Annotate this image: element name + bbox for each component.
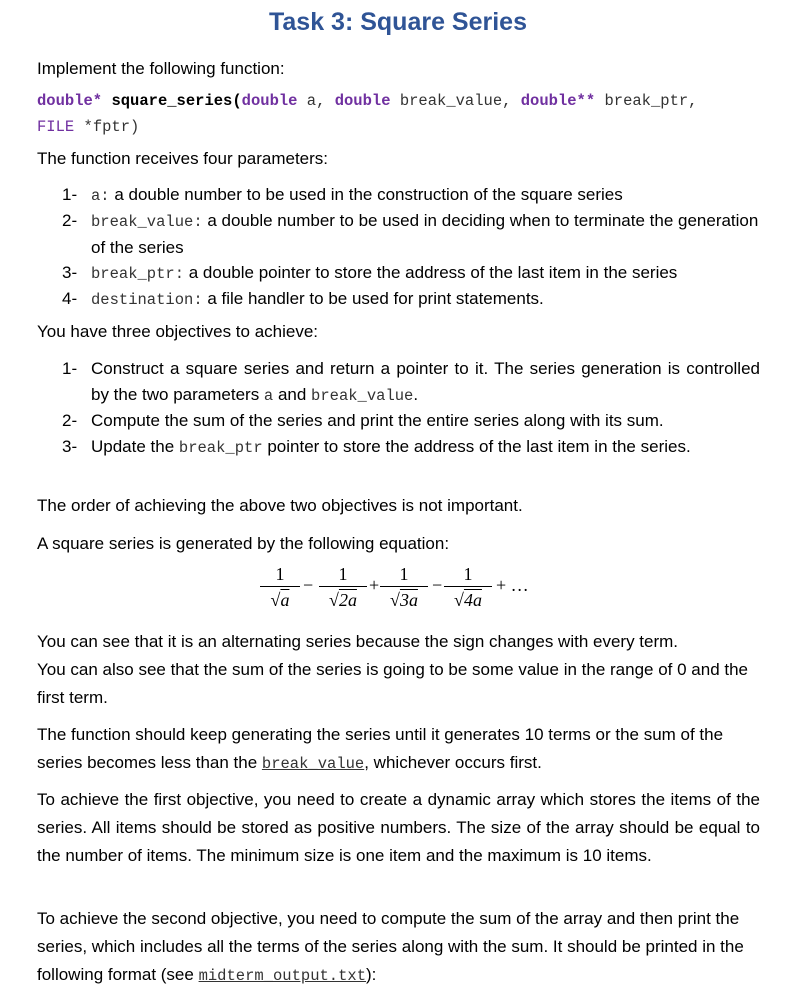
term-3-fraction: 1 √3a — [380, 563, 428, 612]
objective-code: break_ptr — [178, 439, 263, 457]
first-objective-paragraph: To achieve the first objective, you need to create a dynamic array which stores the items of the series. All items should be stored as positive numbers. The size of the array should be equal to the number of items. The minimum size is one item and the maximum is 10 items. — [37, 790, 760, 865]
objective-code: break_value — [311, 387, 414, 405]
objectives-intro: You have three objectives to achieve: — [37, 322, 319, 341]
param-item-break-ptr — [62, 260, 760, 287]
stop-rule — [37, 721, 760, 778]
sig-function-name: square_series — [111, 92, 233, 110]
objective-text: pointer to store the address of the last item in the series. — [262, 437, 691, 456]
objective-text: . — [413, 385, 419, 404]
param-desc: a file handler to be used for print statements. — [202, 289, 544, 308]
term-4-fraction: 1 √4a — [444, 563, 492, 612]
param-desc: a double number to be used in deciding when to terminate the generation of the series — [91, 211, 759, 257]
list-number: 3- — [62, 437, 78, 456]
series-tail: + … — [496, 575, 529, 595]
term-2-fraction: 1 √2a — [319, 563, 367, 612]
page-title: Task 3: Square Series — [268, 8, 527, 36]
list-number: 3- — [62, 263, 78, 282]
objective-item-2 — [62, 408, 760, 434]
param-desc: a double pointer to store the address of the last item in the series — [184, 263, 678, 282]
term-denominator: 3a — [399, 590, 418, 610]
sig-param1-name: a, — [297, 92, 335, 110]
param-item-a — [62, 182, 760, 209]
param-code: break_ptr: — [91, 265, 185, 283]
param-desc: a double number to be used in the construction of the square series — [109, 185, 623, 204]
list-number: 2- — [62, 211, 78, 230]
term-denominator: 4a — [463, 590, 482, 610]
range-note: You can also see that the sum of the series is going to be some value in the range of 0 and the first term. — [37, 660, 749, 707]
function-signature — [37, 88, 760, 140]
params-intro: The function receives four parameters: — [37, 149, 329, 168]
alternating-note: You can see that it is an alternating series because the sign changes with every term. — [37, 632, 679, 651]
objective-text: Update the — [91, 437, 179, 456]
list-number: 2- — [62, 411, 78, 430]
param-code: destination: — [91, 291, 203, 309]
objective-text: Compute the sum of the series and print the entire series along with its sum. — [91, 411, 664, 430]
objective-item-1 — [62, 356, 760, 409]
param-item-break-value — [62, 208, 760, 261]
term-1-fraction: 1 √a — [260, 563, 300, 612]
sig-param3-name: break_ptr, — [595, 92, 698, 110]
list-number: 1- — [62, 185, 78, 204]
list-number: 1- — [62, 359, 78, 378]
equation-intro: A square series is generated by the following equation: — [37, 534, 450, 553]
param-code: break_value: — [91, 213, 203, 231]
sig-open-paren: ( — [232, 92, 242, 110]
second-objective-text: ): — [366, 965, 377, 984]
second-objective-paragraph — [37, 905, 760, 990]
output-filename: midterm_output.txt — [198, 967, 367, 985]
term-denominator: 2a — [338, 590, 357, 610]
objective-text: Construct a square series and return a pointer to it. The series generation is controlled by the two parameters — [91, 359, 760, 404]
objective-code: a — [263, 387, 274, 405]
sig-param2-type: double — [334, 92, 391, 110]
objective-text: and — [273, 385, 312, 404]
minus-sign: − — [432, 575, 443, 595]
plus-sign: + — [369, 575, 380, 595]
term-denominator: a — [280, 590, 290, 610]
term-numerator: 1 — [338, 564, 348, 584]
objective-item-3 — [62, 434, 760, 461]
second-objective-text: To achieve the second objective, you need to compute the sum of the array and then print the series, which includes all the terms of the series along with the sum. It should be printed in the following format (see — [37, 909, 744, 984]
list-number: 4- — [62, 289, 78, 308]
sig-param1-type: double — [241, 92, 298, 110]
sig-param4-name: *fptr) — [74, 118, 140, 136]
term-numerator: 1 — [399, 564, 409, 584]
sig-param2-name: break_value, — [390, 92, 521, 110]
stop-rule-text: , whichever occurs first. — [364, 753, 542, 772]
term-numerator: 1 — [275, 564, 285, 584]
sig-return-type: double* — [37, 92, 103, 110]
param-code: a: — [91, 187, 110, 205]
stop-rule-text: The function should keep generating the series until it generates 10 terms or the sum of the series becomes less than the — [37, 725, 724, 772]
sig-param4-type: FILE — [37, 118, 75, 136]
intro-text: Implement the following function: — [37, 59, 285, 78]
order-note: The order of achieving the above two objectives is not important. — [37, 496, 523, 515]
stop-rule-code: break_value — [261, 755, 365, 773]
minus-sign: − — [303, 575, 314, 595]
sig-param3-type: double** — [520, 92, 596, 110]
term-numerator: 1 — [463, 564, 473, 584]
param-item-destination — [62, 286, 760, 313]
